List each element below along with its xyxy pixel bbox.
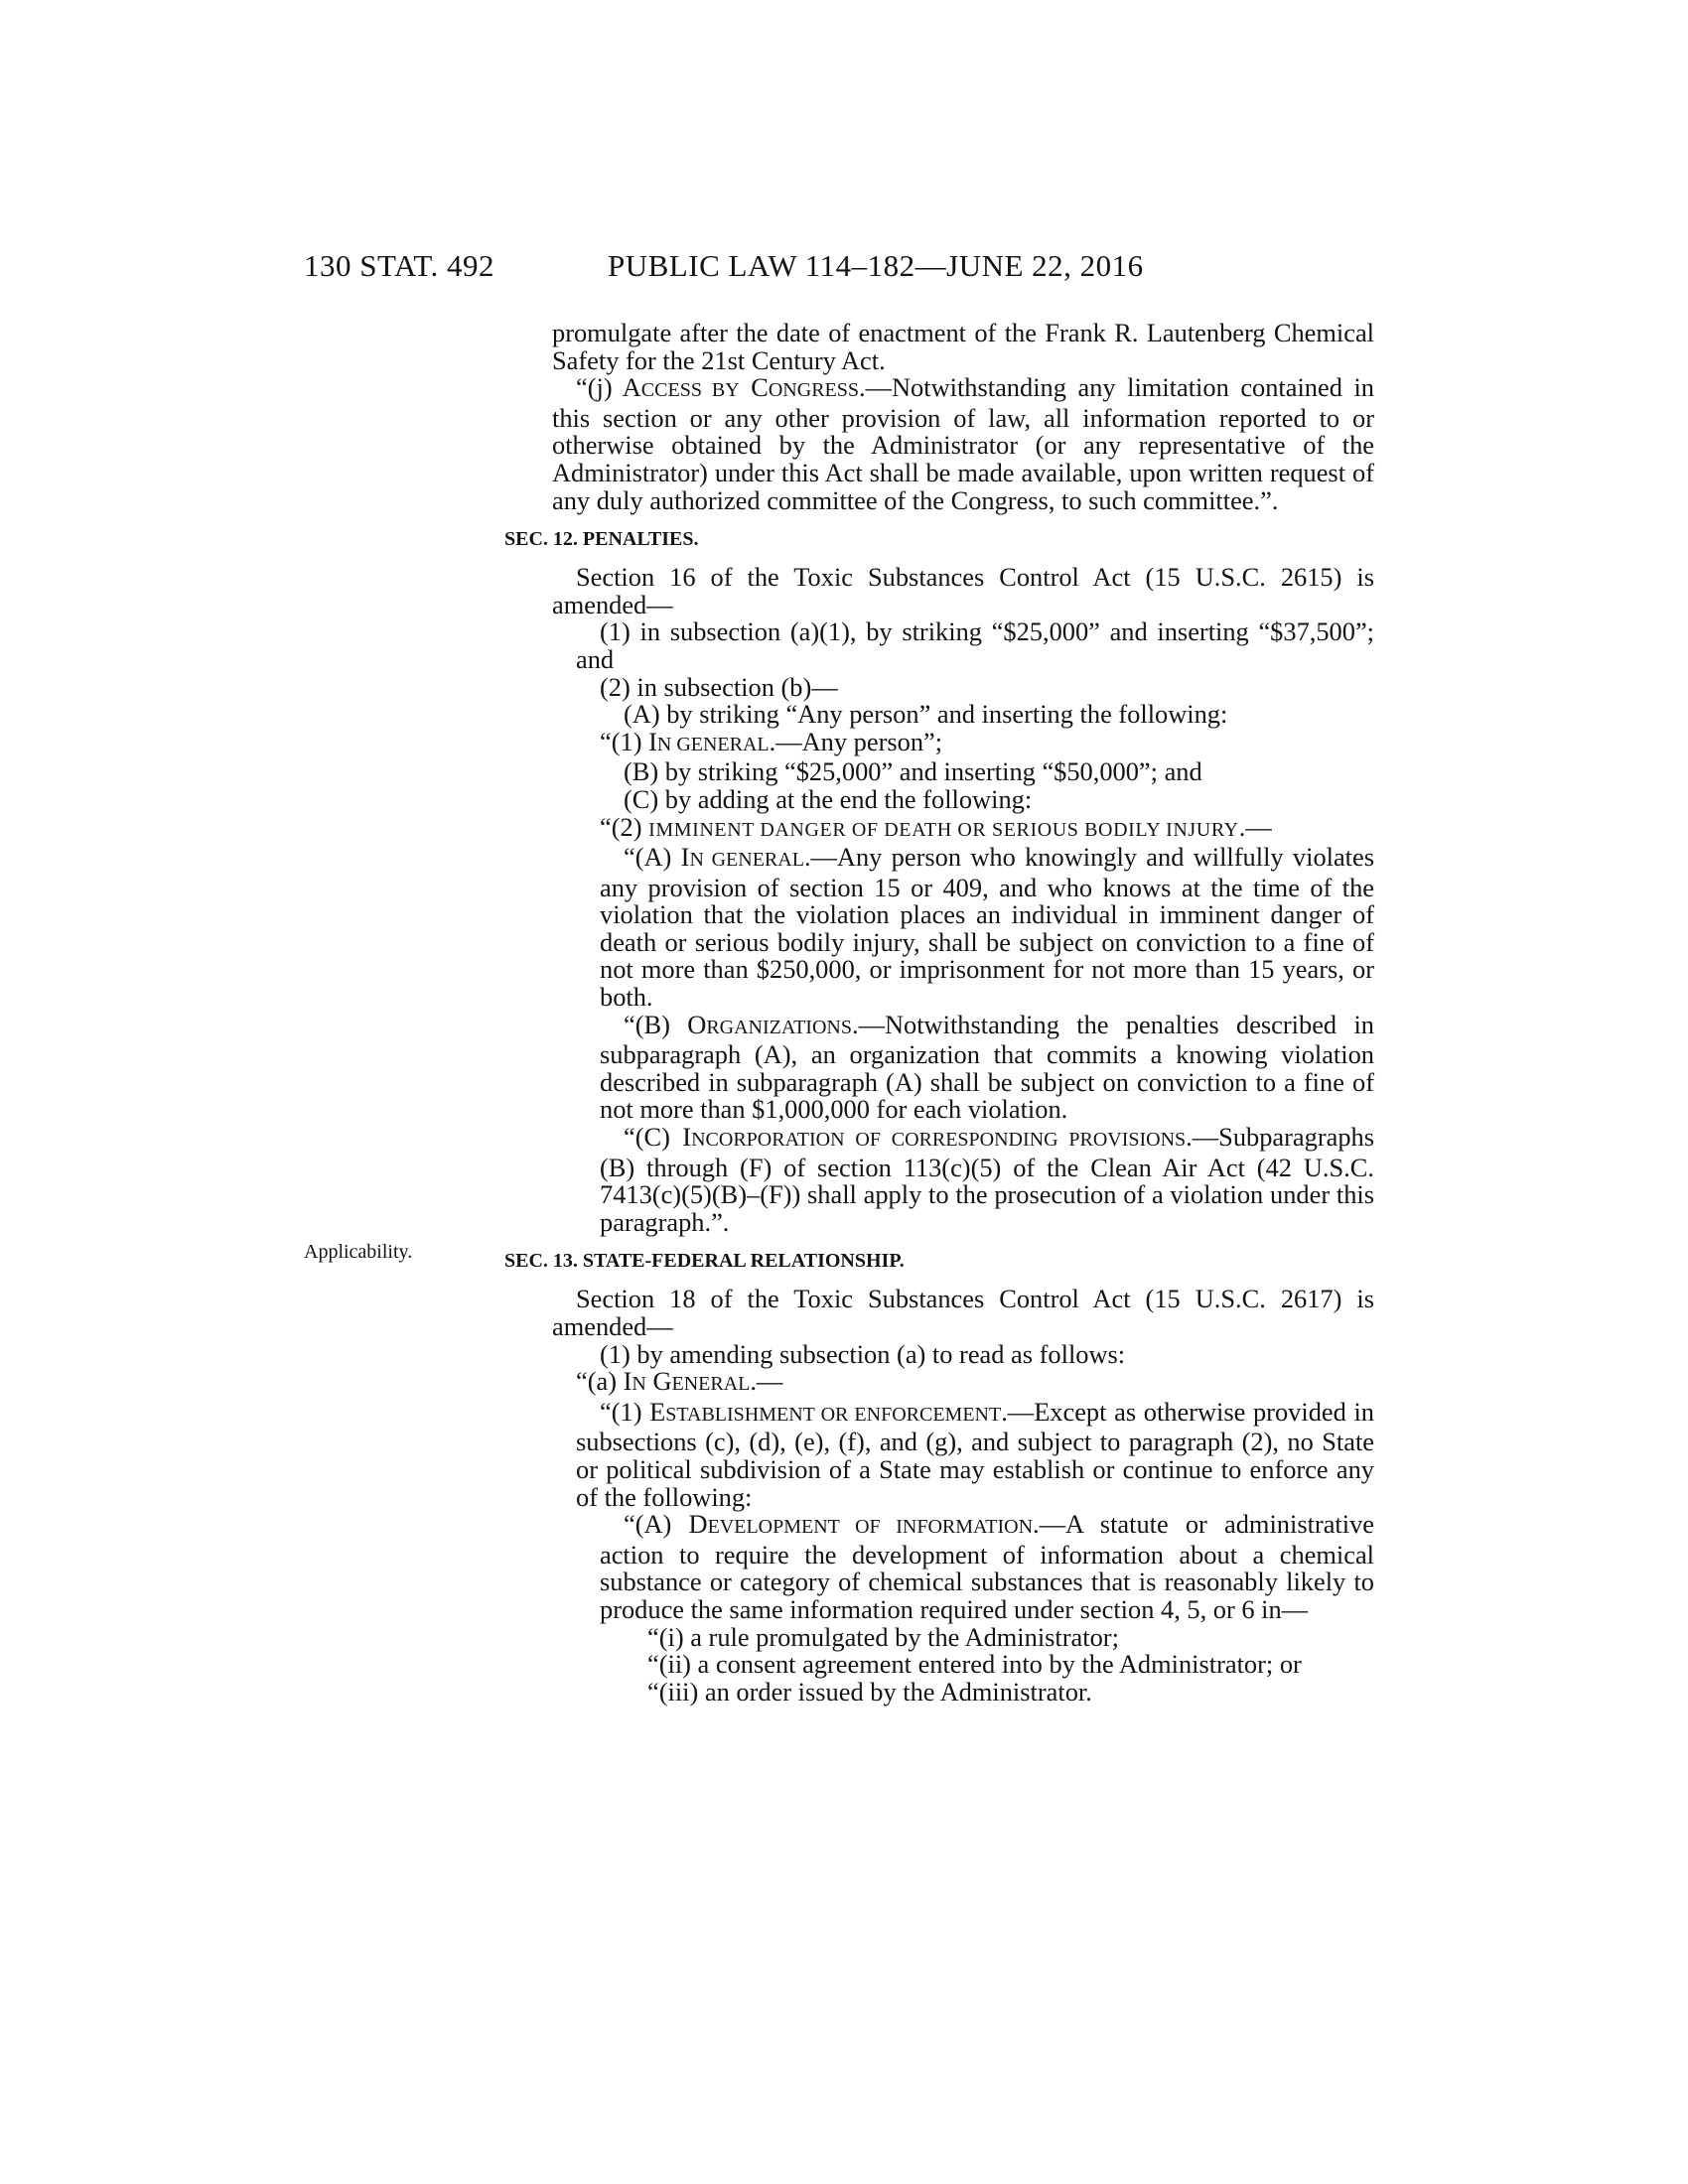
small-caps-heading: IMMINENT DANGER OF DEATH OR SERIOUS BODILY INJURY	[648, 818, 1239, 841]
paragraph-establishment-enforcement	[552, 1396, 1374, 1512]
paragraph-sec12-item2: (2) in subsection (b)—	[600, 671, 838, 702]
para-label: “(a) I	[576, 1366, 633, 1397]
para-label: “(A) D	[624, 1509, 708, 1540]
para-text: .—Any person”;	[769, 726, 943, 756]
paragraph-clause-iii: “(iii) an order issued by the Administrator.	[647, 1676, 1092, 1706]
margin-note-applicability: Applicability.	[304, 1241, 413, 1263]
paragraph-access-by-congress	[552, 374, 1374, 514]
small-caps-heading: ENERAL	[671, 1373, 751, 1396]
paragraph-b-organizations	[552, 1009, 1374, 1125]
small-caps-heading: RGANIZATIONS	[706, 1016, 852, 1038]
small-caps-heading: N GENERAL	[689, 849, 804, 872]
paragraph-sec12-intro: Section 16 of the Toxic Substances Control Act (15 U.S.C. 2615) is amended—	[552, 562, 1374, 619]
paragraph-c-incorporation	[552, 1124, 1374, 1236]
para-text: .—A statute or administrative action to require the development of information about a chemical substance or category of chemical substances that is reasonably likely to produce the same information required under section 4, 5, or 6 in—	[600, 1509, 1374, 1624]
paragraph-sec13-intro: Section 18 of the Toxic Substances Control Act (15 U.S.C. 2617) is amended—	[552, 1284, 1374, 1341]
paragraph-sec12-item2c: (C) by adding at the end the following:	[624, 783, 1033, 814]
paragraph-a-in-general	[552, 844, 1374, 1012]
para-text: .—Notwithstanding any limitation contained in this section or any other provision of law, all information reported to or otherwise obtained by the Administrator (or any representative of the Administrator) under this Act shall be made available, upon written request of any duly authorized committee of the Congress, to such committee.”.	[552, 372, 1375, 515]
paragraph-sec12-item1: (1) in subsection (a)(1), by striking “$25,000” and inserting “$37,500”; and	[576, 616, 1374, 674]
small-caps-heading: STABLISHMENT OR ENFORCEMENT	[665, 1403, 1002, 1426]
para-label: “(B) O	[624, 1009, 707, 1039]
paragraph-in-general-1	[552, 726, 1374, 759]
small-caps-heading-2: ONGRESS	[768, 379, 859, 402]
para-label: “(1) I	[600, 726, 657, 756]
para-text: .—Except as otherwise provided in subsections (c), (d), (e), (f), and (g), and subject to paragraph (2), no State or political subdivision of a State may establish or continue to enforce any of the following:	[576, 1396, 1374, 1512]
para-text: .—Subparagraphs (B) through (F) of section 113(c)(5) of the Clean Air Act (42 U.S.C. 7413(c)(5)(B)–(F)) shall apply to the prosecution of a violation under this paragraph.”.	[600, 1122, 1374, 1237]
paragraph-clause-i: “(i) a rule promulgated by the Administrator;	[647, 1621, 1119, 1652]
page-running-title: PUBLIC LAW 114–182—JUNE 22, 2016	[608, 248, 1144, 283]
para-text: .—Any person who knowingly and willfully violates any provision of section 15 or 409, and who knows at the time of the violation that the violation places an individual in imminent danger of death or serious bodily injury, shall be subject on conviction to a fine of not more than $250,000, or imprisonment for not more than 15 years, or both.	[600, 842, 1375, 1013]
small-caps-heading: EVELOPMENT OF INFORMATION	[707, 1516, 1034, 1539]
paragraph-development-of-information	[552, 1511, 1374, 1623]
paragraph-continuation: promulgate after the date of enactment of the Frank R. Lautenberg Chemical Safety for the 21st Century Act.	[552, 318, 1374, 375]
paragraph-clause-ii: “(ii) a consent agreement entered into by the Administrator; or	[647, 1649, 1302, 1680]
para-label-c: C	[739, 372, 769, 403]
paragraph-a-in-general-sec13	[552, 1368, 1374, 1399]
paragraph-sec13-item1: (1) by amending subsection (a) to read as follows:	[600, 1338, 1126, 1369]
section-heading-13: SEC. 13. STATE-FEDERAL RELATIONSHIP.	[504, 1250, 905, 1273]
para-label: “(1) E	[600, 1396, 666, 1427]
para-label: “(C) I	[624, 1122, 692, 1153]
small-caps-heading: CCESS BY	[640, 379, 740, 402]
small-caps-heading: NCORPORATION OF CORRESPONDING PROVISIONS	[691, 1129, 1187, 1152]
small-caps-n: N	[632, 1373, 646, 1396]
para-text: .—	[750, 1366, 783, 1397]
document-body	[504, 318, 1375, 1706]
para-label-g: G	[645, 1366, 672, 1397]
para-label: “(A) I	[624, 842, 690, 873]
page-stat-citation: 130 STAT. 492	[304, 248, 495, 283]
para-text: .—Notwithstanding the penalties described in subparagraph (A), an organization that commits a knowing violation described in subparagraph (A) shall be subject on conviction to a fine of not more than $1,000,000 for each violation.	[600, 1009, 1374, 1125]
small-caps-heading: N GENERAL	[656, 733, 770, 755]
section-heading-12: SEC. 12. PENALTIES.	[504, 528, 699, 551]
paragraph-imminent-danger	[552, 811, 1374, 845]
para-label: “(j) A	[576, 372, 641, 403]
para-label: “(2)	[600, 811, 649, 842]
paragraph-sec12-item2b: (B) by striking “$25,000” and inserting “$50,000”; and	[624, 756, 1202, 787]
para-text: .—	[1238, 811, 1272, 842]
paragraph-sec12-item2a: (A) by striking “Any person” and inserting the following:	[624, 699, 1228, 730]
